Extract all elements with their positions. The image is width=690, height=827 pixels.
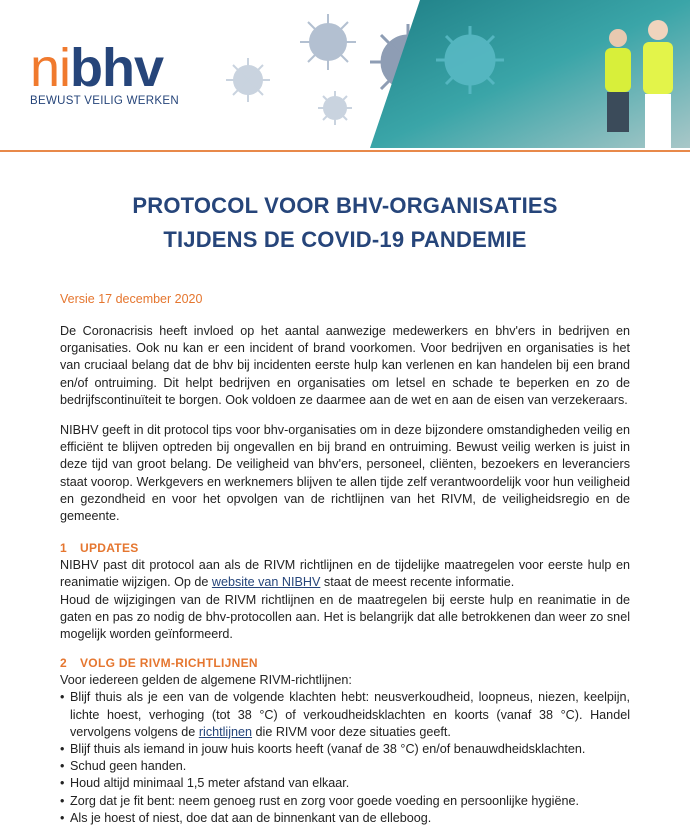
bullet: • xyxy=(60,776,65,791)
list-item xyxy=(60,741,630,758)
list-item-text: Zorg dat je fit bent: neem genoeg rust en zorg voor goede voeding en persoonlijke hygiëne. xyxy=(70,793,579,808)
rivm-guidelines-list xyxy=(60,689,630,827)
updates-text-c: Houd de wijzigingen van de RIVM richtlijnen en de maatregelen bij eerste hulp en reanimatie in de gaten en pas zo nodig de bhv-protocollen aan. Het is belangrijk dat alle betrokkenen dan weer zo snel mogelijk worden geïnformeerd. xyxy=(60,592,630,642)
section-updates xyxy=(60,540,630,643)
list-item-text: Blijf thuis als iemand in jouw huis koorts heeft (vanaf de 38 °C) en/of benauwdheidsklachten. xyxy=(70,742,586,757)
section-heading xyxy=(60,655,630,672)
title-line-1: PROTOCOL VOOR BHV-ORGANISATIES xyxy=(132,193,558,218)
bullet: • xyxy=(60,690,65,705)
section-rivm xyxy=(60,655,630,827)
header-divider xyxy=(0,150,690,152)
nibhv-logo[interactable] xyxy=(30,38,179,107)
richtlijnen-link[interactable]: richtlijnen xyxy=(198,724,253,739)
logo-ni: ni xyxy=(30,38,71,98)
updates-text-a: NIBHV past dit protocol aan als de RIVM richtlijnen en de tijdelijke maatregelen voor eerste hulp en reanimatie wijzigen. Op de xyxy=(60,558,630,590)
section-title: VOLG DE RIVM-RICHTLIJNEN xyxy=(80,656,258,670)
page-header xyxy=(0,0,690,148)
logo-bhv: bhv xyxy=(70,38,164,98)
virus-icon xyxy=(436,26,504,94)
version-date: Versie 17 december 2020 xyxy=(60,292,203,306)
list-item-text: Blijf thuis als je een van de volgende klachten hebt: neusverkoudheid, loopneus, niezen, keelpijn, lichte hoest, verhoging (tot 38 °C) of verkoudheidsklachten en koorts (vanaf 38 °C). Handel vervolgens volgens de xyxy=(70,690,630,739)
bullet: • xyxy=(60,793,65,808)
logo-wordmark xyxy=(30,38,179,98)
list-item-text: Houd altijd minimaal 1,5 meter afstand van elkaar. xyxy=(70,776,350,791)
list-item-text: Als je hoest of niest, doe dat aan de binnenkant van de elleboog. xyxy=(70,810,432,825)
section-number: 1 xyxy=(60,541,67,555)
virus-icon xyxy=(226,58,270,102)
updates-text-b: staat de meest recente informatie. xyxy=(320,575,515,590)
section-heading xyxy=(60,540,630,557)
rivm-intro: Voor iedereen gelden de algemene RIVM-richtlijnen: xyxy=(60,673,352,688)
list-item xyxy=(60,793,630,810)
section-number: 2 xyxy=(60,656,67,670)
section-title: UPDATES xyxy=(80,541,139,555)
virus-icon xyxy=(318,91,352,125)
list-item xyxy=(60,775,630,792)
nibhv-website-link[interactable]: website van NIBHV xyxy=(211,575,321,590)
bullet: • xyxy=(60,810,65,825)
list-item xyxy=(60,689,630,741)
list-item-text: die RIVM voor deze situaties geeft. xyxy=(252,724,451,739)
list-item-text: Schud geen handen. xyxy=(70,759,187,774)
intro-paragraph-2: NIBHV geeft in dit protocol tips voor bhv-organisaties om in deze bijzondere omstandigheden veilig en efficiënt te blijven optreden bij ongevallen en bij brand en ontruiming. Bewust veilig werken is juist in deze tijd van groot belang. De veiligheid van bhv'ers, personeel, cliënten, bezoekers en leveranciers staat voorop. Werkgevers en werknemers blijven te allen tijde zelf verantwoordelijk voor hun veiligheid en gezondheid en voor het opvolgen van de richtlijnen van het RIVM, de veiligheidsregio en de gemeente. xyxy=(60,423,630,524)
list-item xyxy=(60,758,630,775)
header-banner-image xyxy=(200,0,690,148)
list-item xyxy=(60,810,630,827)
bullet: • xyxy=(60,759,65,774)
bullet: • xyxy=(60,742,65,757)
document-title xyxy=(0,189,690,257)
intro-paragraph-1: De Coronacrisis heeft invloed op het aantal aanwezige medewerkers en bhv'ers in bedrijven en organisaties. Ook nu kan er een incident of brand voorkomen. Voor bedrijven en organisaties is het van cruciaal belang dat de bhv bij incidenten eerste hulp kan verlenen en kan handelen bij een brand en/of ontruiming. Dit helpt bedrijven en organisaties om letsel en schade te beperken en zo de bedrijfscontinuïteit te borgen. Ook voldoen ze daarmee aan de wet en aan de eisen van verzekeraars. xyxy=(60,324,630,407)
title-line-2: TIJDENS DE COVID-19 PANDEMIE xyxy=(163,227,527,252)
virus-icon xyxy=(300,14,356,70)
logo-tagline: BEWUST VEILIG WERKEN xyxy=(30,95,179,107)
